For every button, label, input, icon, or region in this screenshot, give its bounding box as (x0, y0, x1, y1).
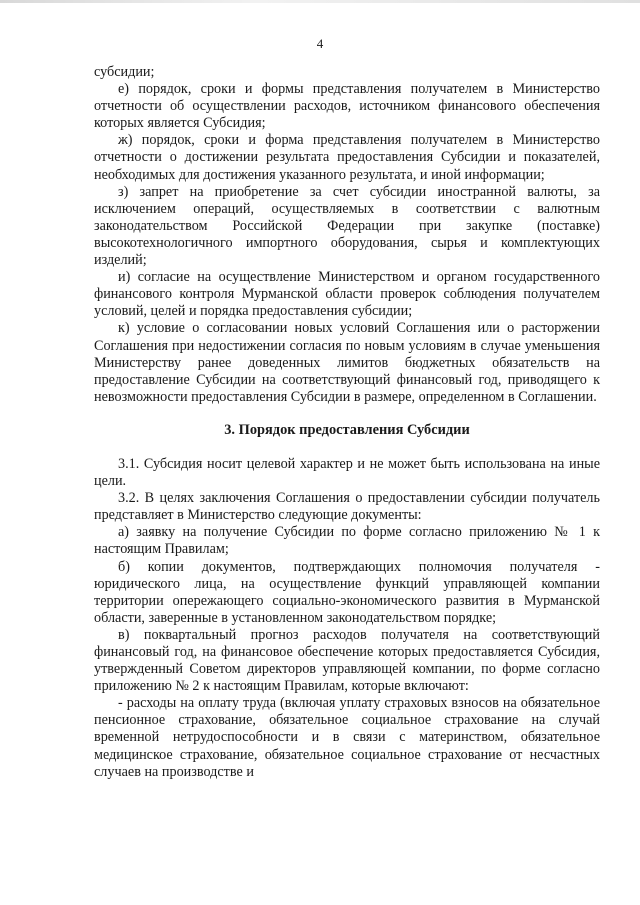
intro-paragraph: субсидии; (94, 64, 155, 80)
intro-paragraph: и) согласие на осуществление Министерством и органом государственного финансового контроля Мурманской области проверок соблюдения получателем условий, целей и порядка предоставления субсидии; (94, 269, 600, 320)
intro-paragraph: к) условие о согласовании новых условий Соглашения или о расторжении Соглашения при недостижении согласия по новым условиям в случае уменьшения Министерству ранее доведенных лимитов бюджетных обязательств на предоставление Субсидии на соответствующий финансовый год, приводящего к невозможности предоставления Субсидии в размере, определенном в Соглашении. (94, 320, 600, 405)
section-paragraph: - расходы на оплату труда (включая уплату страховых взносов на обязательное пенсионное страхование, обязательное социальное страхование на случай временной нетрудоспособности и в связи с материнством, обязательное медицинское страхование, обязательное социальное страхование от несчастных случаев на производстве и (94, 695, 600, 780)
section-paragraph: а) заявку на получение Субсидии по форме согласно приложению № 1 к настоящим Правилам; (94, 524, 600, 558)
section-paragraph: 3.2. В целях заключения Соглашения о предоставлении субсидии получатель представляет в Министерство следующие документы: (94, 490, 600, 524)
section-paragraph: в) поквартальный прогноз расходов получателя на соответствующий финансовый год, на финансовое обеспечение которых предоставляется Субсидия, утвержденный Советом директоров управляющей компании, по форме согласно приложению № 2 к настоящим Правилам, которые включают: (94, 626, 600, 695)
intro-clauses (94, 64, 600, 406)
section-heading: 3. Порядок предоставления Субсидии (224, 421, 470, 438)
page-number: 4 (316, 36, 324, 51)
intro-paragraph: ж) порядок, сроки и форма представления получателем в Министерство отчетности о достижении результата предоставления Субсидии и показателей, необходимых для достижения указанного результата, и иной информации; (94, 132, 600, 183)
section-paragraph: 3.1. Субсидия носит целевой характер и не может быть использована на иные цели. (94, 455, 600, 490)
intro-paragraph: з) запрет на приобретение за счет субсидии иностранной валюты, за исключением операций, осуществляемых в соответствии с валютным законодательством Российской Федерации при закупке (поставке) высокотехнологичного импортного оборудования, сырья и комплектующих изделий; (94, 183, 600, 269)
section-paragraph: б) копии документов, подтверждающих полномочия получателя - юридического лица, на осуществление функций управляющей компании территории опережающего социально-экономического развития в Мурманской области, заверенные в установленном законодательством порядке; (94, 558, 600, 626)
document-body (94, 64, 600, 781)
scan-top-edge (0, 0, 640, 3)
intro-paragraph: е) порядок, сроки и формы представления получателем в Министерство отчетности об осуществлении расходов, источником финансового обеспечения которых является Субсидия; (94, 81, 600, 132)
section-clauses (94, 456, 600, 781)
